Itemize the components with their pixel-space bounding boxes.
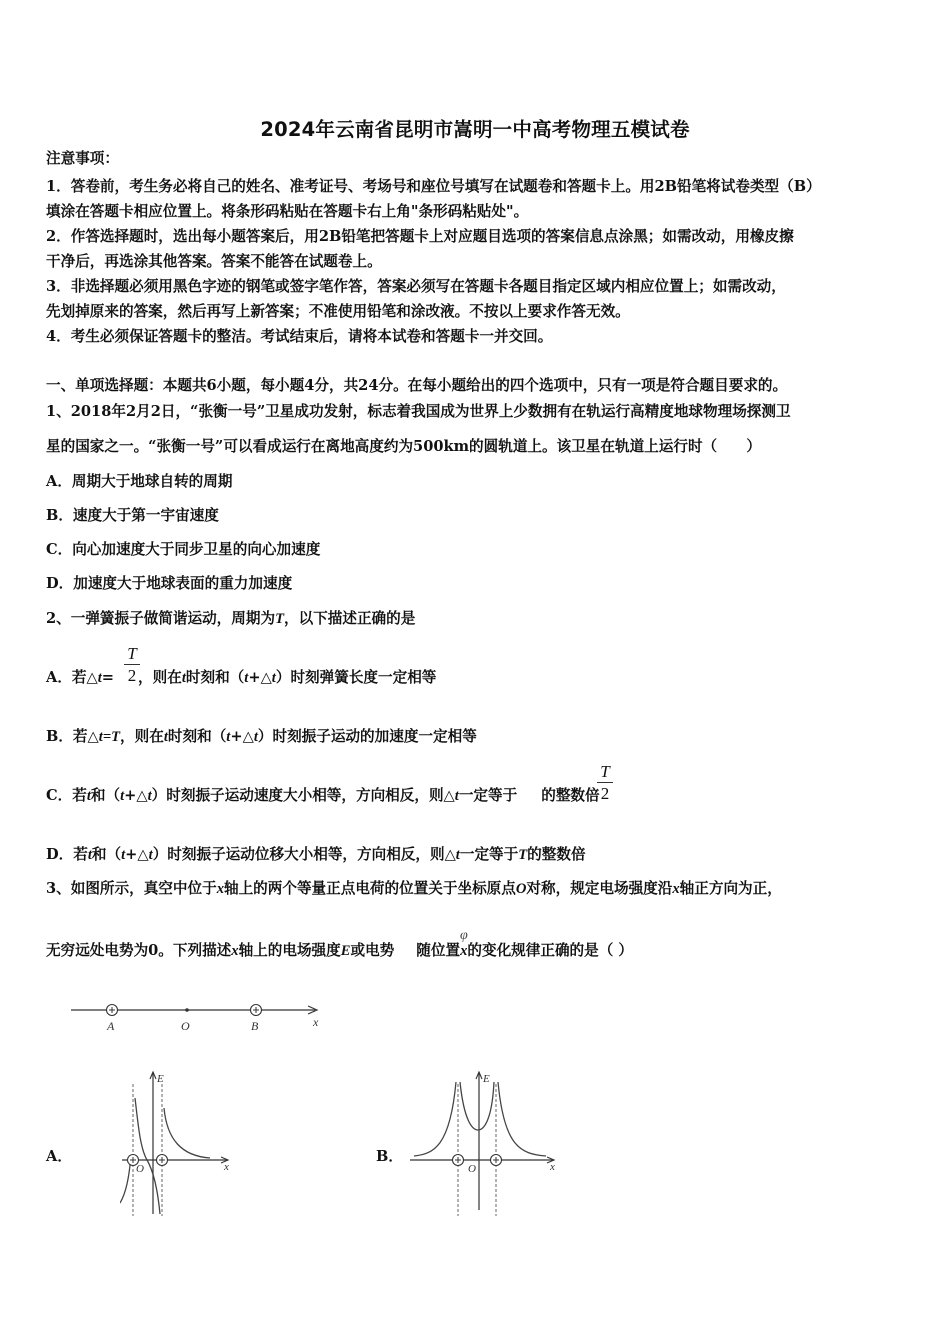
phi-symbol: φ [460, 928, 468, 943]
question-3-stem: 无穷远处电势为0。下列描述x轴上的电场强度E或电势 随位置x的变化规律正确的是（ ） [46, 942, 633, 959]
question-1-option-d: D．加速度大于地球表面的重力加速度 [46, 575, 293, 592]
question-3-stem: 3、如图所示，真空中位于x轴上的两个等量正点电荷的位置关于坐标原点O对称，规定电场强度沿x轴正方向为正， [46, 880, 782, 897]
section-heading: 一、单项选择题：本题共6小题，每小题4分，共24分。在每小题给出的四个选项中，只有一项是符合题目要求的。 [46, 377, 788, 394]
charge-b-marker [491, 1155, 502, 1166]
curve-middle [460, 1082, 494, 1130]
notice-line: 先划掉原来的答案，然后再写上新答案；不准使用铅笔和涂改液。不按以上要求作答无效。 [46, 303, 630, 320]
question-2-option-b: B．若△t=T，则在t时刻和（t+△t）时刻振子运动的加速度一定相等 [46, 728, 477, 745]
label-o: O [181, 1019, 190, 1033]
question-2-stem: 2、一弹簧振子做简谐运动，周期为T，以下描述正确的是 [46, 610, 416, 627]
positive-charge-a [107, 1005, 118, 1016]
notice-line: 干净后，再选涂其他答案。答案不能答在试题卷上。 [46, 253, 382, 270]
question-3-option-a: A． [46, 1148, 72, 1165]
origin-dot [185, 1008, 189, 1012]
graph-option-a [120, 1068, 240, 1218]
question-1-option-a: A．周期大于地球自转的周期 [46, 473, 233, 490]
label-x: x [224, 1161, 229, 1173]
question-1-option-c: C．向心加速度大于同步卫星的向心加速度 [46, 541, 321, 558]
notice-heading: 注意事项： [46, 150, 119, 167]
question-2-option-a: A．若△t= ，则在t时刻和（t+△t）时刻弹簧长度一定相等 [46, 669, 437, 686]
notice-line: 1．答卷前，考生务必将自己的姓名、准考证号、考场号和座位号填写在试题卷和答题卡上。用2B铅笔将试卷类型（B） [46, 178, 821, 195]
label-x: x [313, 1015, 319, 1029]
page-title: 2024年云南省昆明市嵩明一中高考物理五模试卷 [260, 118, 690, 141]
label-e: E [157, 1073, 164, 1085]
notice-line: 填涂在答题卡相应位置上。将条形码粘贴在答题卡右上角"条形码粘贴处"。 [46, 203, 529, 220]
label-o: O [468, 1163, 476, 1175]
positive-charge-b [251, 1005, 262, 1016]
notice-line: 4．考生必须保证答题卡的整洁。考试结束后，请将本试卷和答题卡一并交回。 [46, 328, 553, 345]
charge-a-marker [453, 1155, 464, 1166]
notice-line: 2．作答选择题时，选出每小题答案后，用2B铅笔把答题卡上对应题目选项的答案信息点涂黑；如需改动，用橡皮擦 [46, 228, 794, 245]
notice-line: 3．非选择题必须用黑色字迹的钢笔或签字笔作答，答案必须写在答题卡各题目指定区域内相应位置上；如需改动， [46, 278, 786, 295]
fraction-t-over-2: T 2 [124, 645, 140, 685]
question-2-option-c: C．若t和（t+△t）时刻振子运动速度大小相等，方向相反，则△t一定等于 的整数倍 [46, 787, 600, 804]
question-1-stem: 星的国家之一。“张衡一号”可以看成运行在离地高度约为500km的圆轨道上。该卫星在轨道上运行时（ ） [46, 438, 761, 455]
question-3-option-b: B． [376, 1148, 403, 1165]
curve-left [414, 1082, 456, 1156]
label-a: A [107, 1019, 115, 1033]
curve-middle [135, 1098, 160, 1214]
question-1-option-b: B．速度大于第一宇宙速度 [46, 507, 219, 524]
graph-option-b [408, 1068, 568, 1218]
curve-right [498, 1082, 546, 1156]
label-b: B [251, 1019, 259, 1033]
charge-axis-diagram [65, 998, 335, 1036]
label-o: O [136, 1163, 144, 1175]
question-2-option-d: D．若t和（t+△t）时刻振子运动位移大小相等，方向相反，则△t一定等于T的整数倍 [46, 846, 586, 863]
question-1-stem: 1、2018年2月2日，“张衡一号”卫星成功发射，标志着我国成为世界上少数拥有在轨运行高精度地球物理场探测卫 [46, 403, 791, 420]
fraction-t-over-2: T 2 [597, 763, 613, 803]
label-x: x [550, 1161, 555, 1173]
charge-b-marker [157, 1155, 168, 1166]
curve-right [164, 1108, 210, 1158]
label-e: E [483, 1073, 490, 1085]
